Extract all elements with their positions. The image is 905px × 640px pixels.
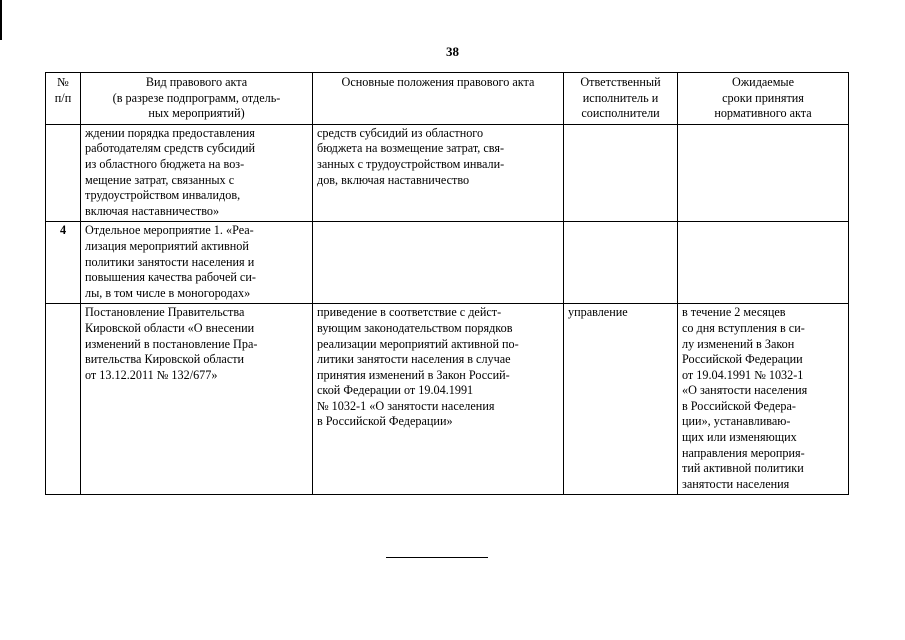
row-provisions: приведение в соответствие с дейст- вующим законодательством порядков реализации мероприятий активной по- литики занятости населения в случае принятия изменений в Закон Россий- ской Федерации от 19.04.1991 № 1032-1 «О занятости населения в Российской Федерации» [313,304,564,495]
legal-acts-table [45,72,849,495]
row-provisions: средств субсидий из областного бюджета на возмещение затрат, свя- занных с трудоустройством инвали- дов, включая наставничество [313,124,564,222]
row-terms [678,124,849,222]
row-executor [564,222,678,304]
footer-divider [386,557,488,558]
row-executor [564,124,678,222]
header-act-type: Вид правового акта (в разрезе подпрограмм, отдель- ных мероприятий) [81,73,313,125]
row-number: 4 [46,222,81,304]
row-terms: в течение 2 месяцев со дня вступления в си- лу изменений в Закон Российской Федерации от 19.04.1991 № 1032-1 «О занятости населения в Российской Федера- ции», устанавливаю- щих или изменяющих направления мероприя- тий активной политики занятости населения [678,304,849,495]
table-header-row [46,73,849,125]
header-number: № п/п [46,73,81,125]
header-executor: Ответственный исполнитель и соисполнители [564,73,678,125]
row-number [46,124,81,222]
row-act-type: Отдельное мероприятие 1. «Реа- лизация мероприятий активной политики занятости населения и повышения качества рабочей си- лы, в том числе в моногородах» [81,222,313,304]
page-edge-mark [0,0,2,40]
table-row [46,222,849,304]
table-row [46,124,849,222]
header-terms: Ожидаемые сроки принятия нормативного акта [678,73,849,125]
row-terms [678,222,849,304]
header-provisions: Основные положения правового акта [313,73,564,125]
row-act-type: Постановление Правительства Кировской области «О внесении изменений в постановление Пра- вительства Кировской области от 13.12.2011 № 132/677» [81,304,313,495]
row-act-type: ждении порядка предоставления работодателям средств субсидий из областного бюджета на воз- мещение затрат, связанных с трудоустройством инвалидов, включая наставничество» [81,124,313,222]
page-number: 38 [446,44,459,59]
table-row [46,304,849,495]
row-provisions [313,222,564,304]
row-number [46,304,81,495]
row-executor: управление [564,304,678,495]
